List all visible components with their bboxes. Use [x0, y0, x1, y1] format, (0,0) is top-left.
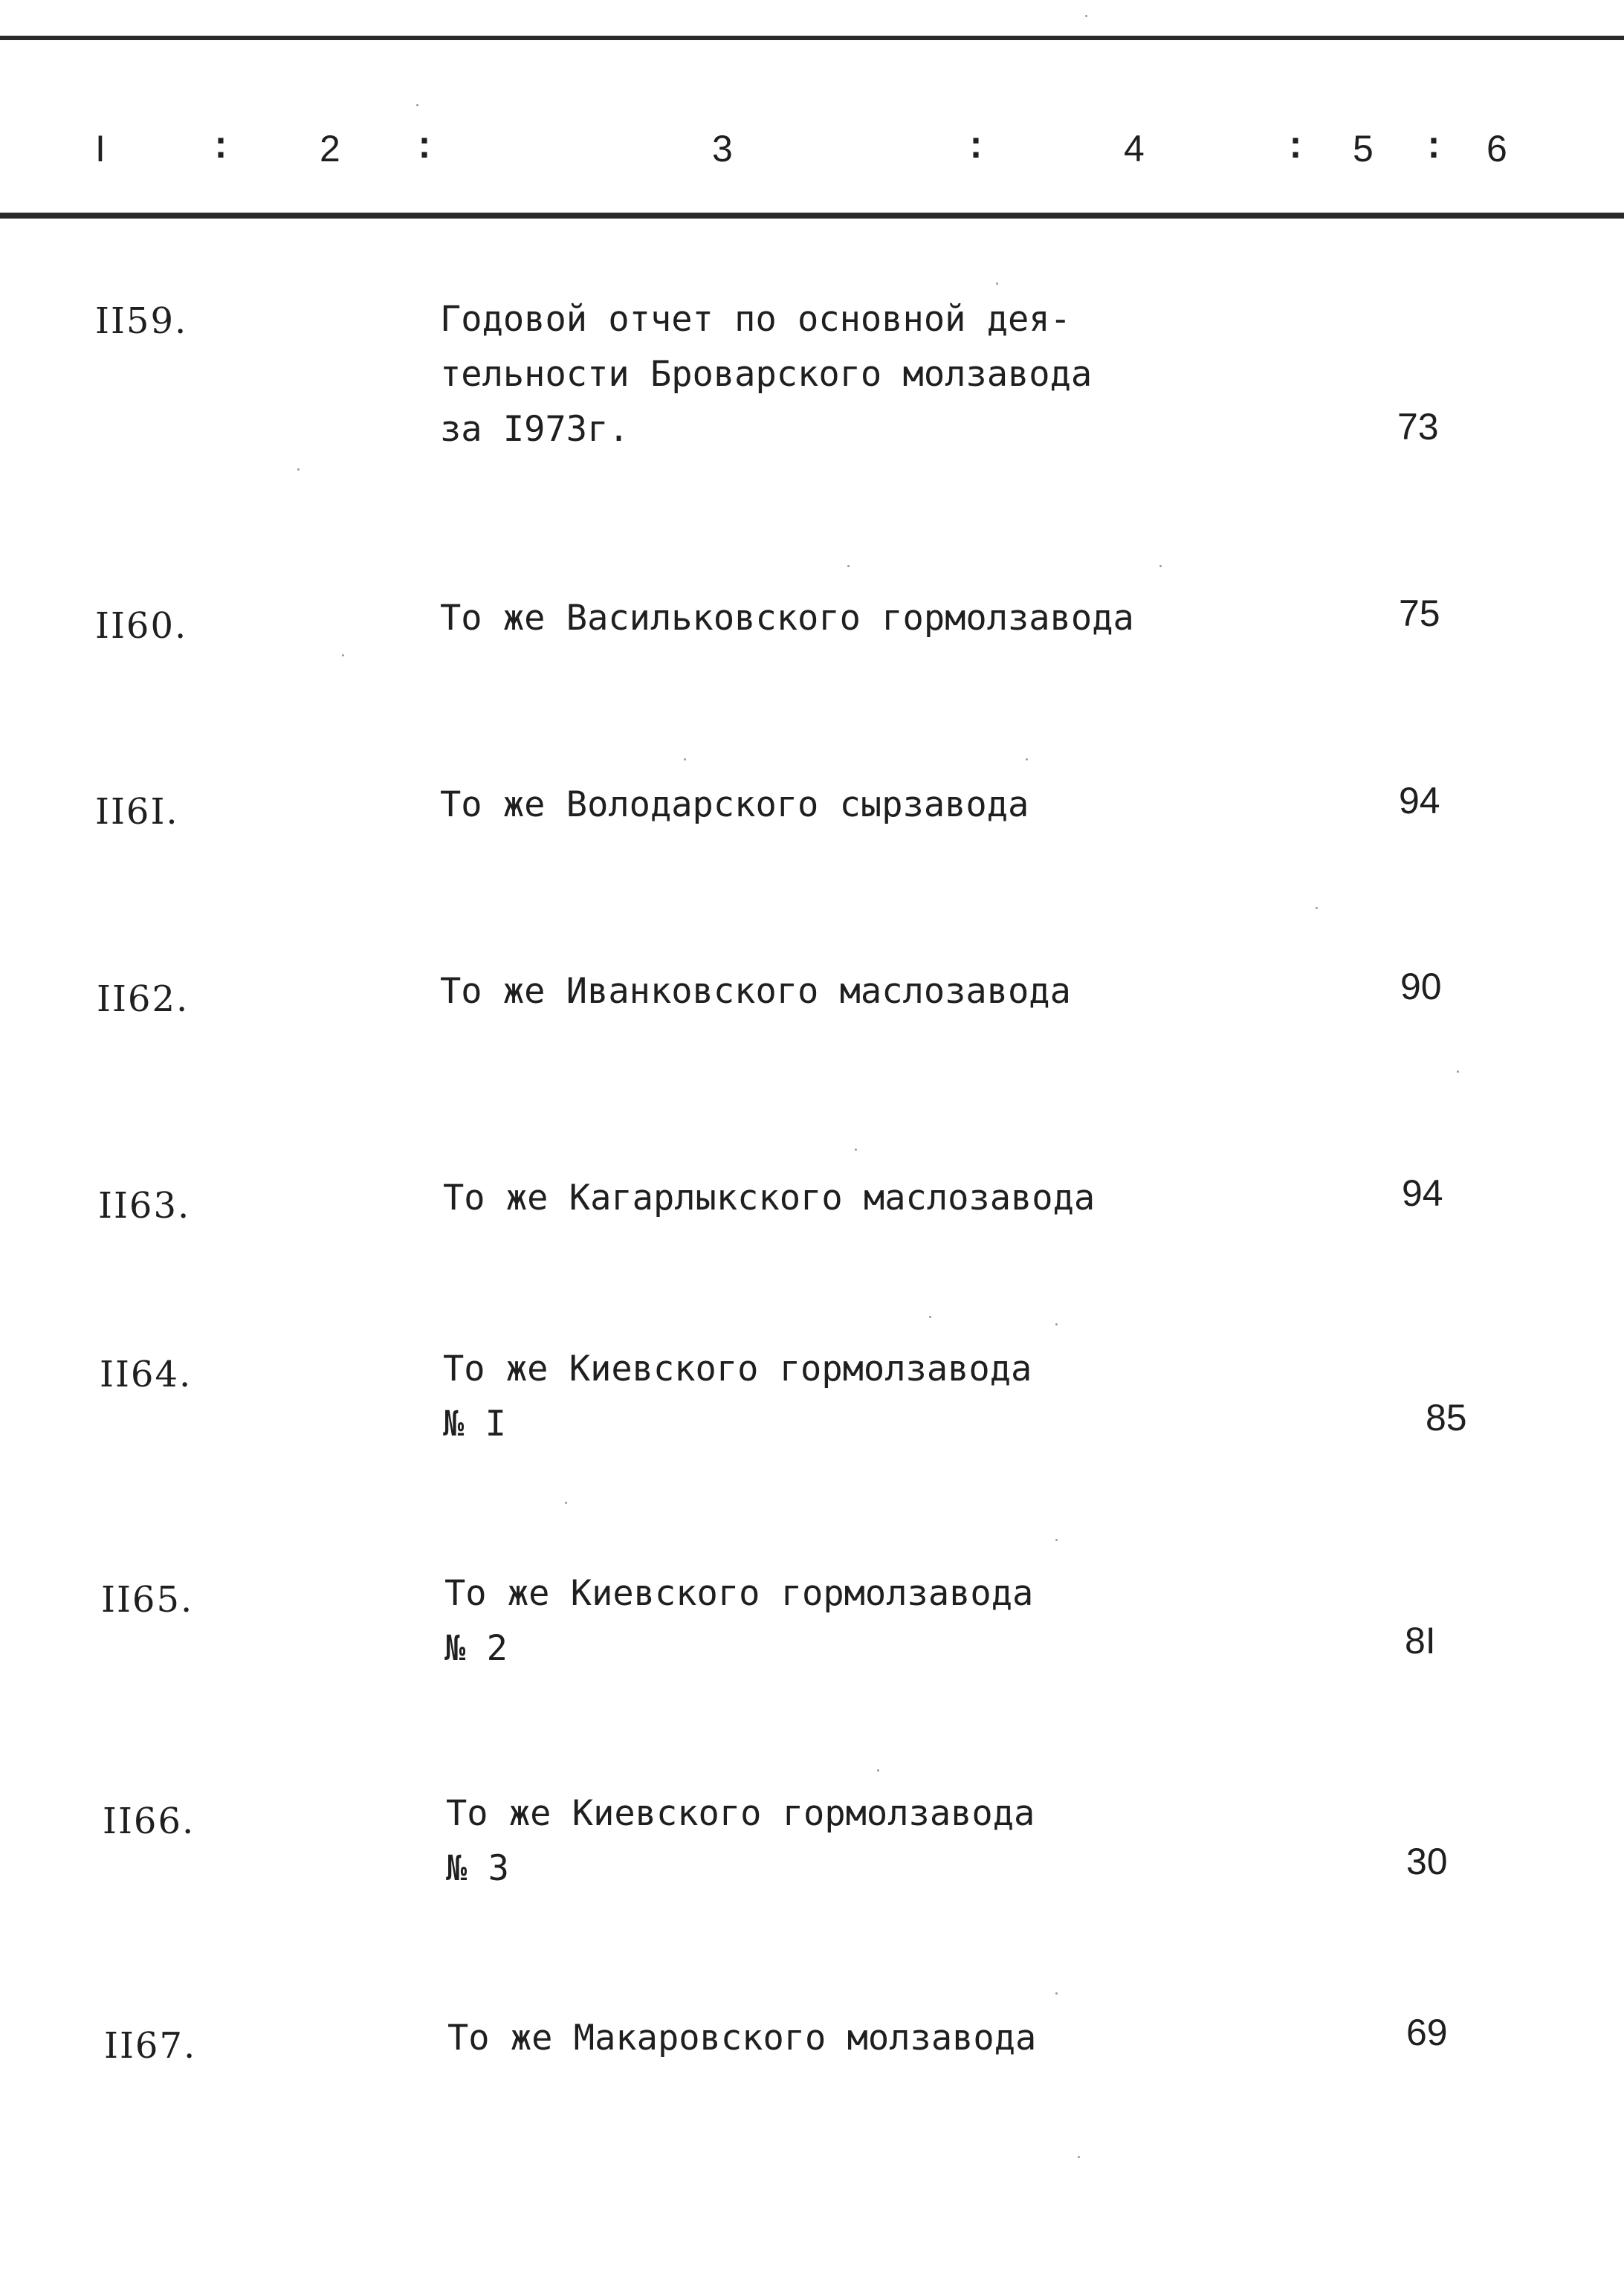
column-header-3: 3 [712, 128, 733, 169]
item-description: То же Киевского гормолзавода № I [443, 1349, 1032, 1444]
column-separator: : [413, 127, 436, 169]
column-separator: : [1284, 127, 1307, 169]
item-pages: 90 [1400, 966, 1442, 1007]
item-description: То же Васильковского гормолзавода [440, 598, 1134, 639]
item-description: То же Киевского гормолзавода № 3 [446, 1793, 1035, 1889]
column-header-5: 5 [1353, 128, 1374, 169]
item-number: II62. [97, 978, 190, 1020]
item-number: II66. [103, 1801, 195, 1842]
item-pages: 30 [1406, 1841, 1448, 1882]
column-header-6: 6 [1486, 128, 1507, 169]
item-number: II6I. [95, 791, 179, 833]
item-description: То же Иванковского маслозавода [440, 971, 1071, 1012]
column-separator: : [1423, 127, 1446, 169]
top-rule [0, 36, 1624, 40]
column-separator: : [965, 127, 988, 169]
item-pages: 8I [1405, 1620, 1436, 1662]
column-header-2: 2 [320, 128, 340, 169]
item-pages: 94 [1402, 1172, 1443, 1214]
item-pages: 94 [1399, 780, 1440, 821]
item-pages: 73 [1397, 406, 1439, 448]
item-number: II67. [104, 2025, 197, 2067]
header-rule [0, 213, 1624, 219]
item-pages: 85 [1426, 1397, 1467, 1438]
item-description: Годовой отчет по основной дея- тельности Броварского молзавода за I973г. [440, 299, 1093, 450]
column-separator: : [210, 127, 233, 169]
column-header-4: 4 [1124, 128, 1145, 169]
item-pages: 69 [1406, 2012, 1448, 2053]
item-description: То же Володарского сырзавода [440, 784, 1029, 825]
item-number: II64. [100, 1354, 193, 1395]
item-number: II65. [101, 1579, 194, 1621]
item-description: То же Киевского гормолзавода № 2 [444, 1573, 1034, 1669]
item-pages: 75 [1399, 592, 1440, 634]
column-header-1: I [95, 128, 106, 169]
item-description: То же Кагарлыкского маслозавода [443, 1178, 1096, 1218]
item-number: II59. [95, 300, 188, 342]
item-number: II63. [98, 1185, 191, 1227]
item-number: II60. [95, 605, 188, 647]
item-description: То же Макаровского молзавода [447, 2018, 1037, 2058]
